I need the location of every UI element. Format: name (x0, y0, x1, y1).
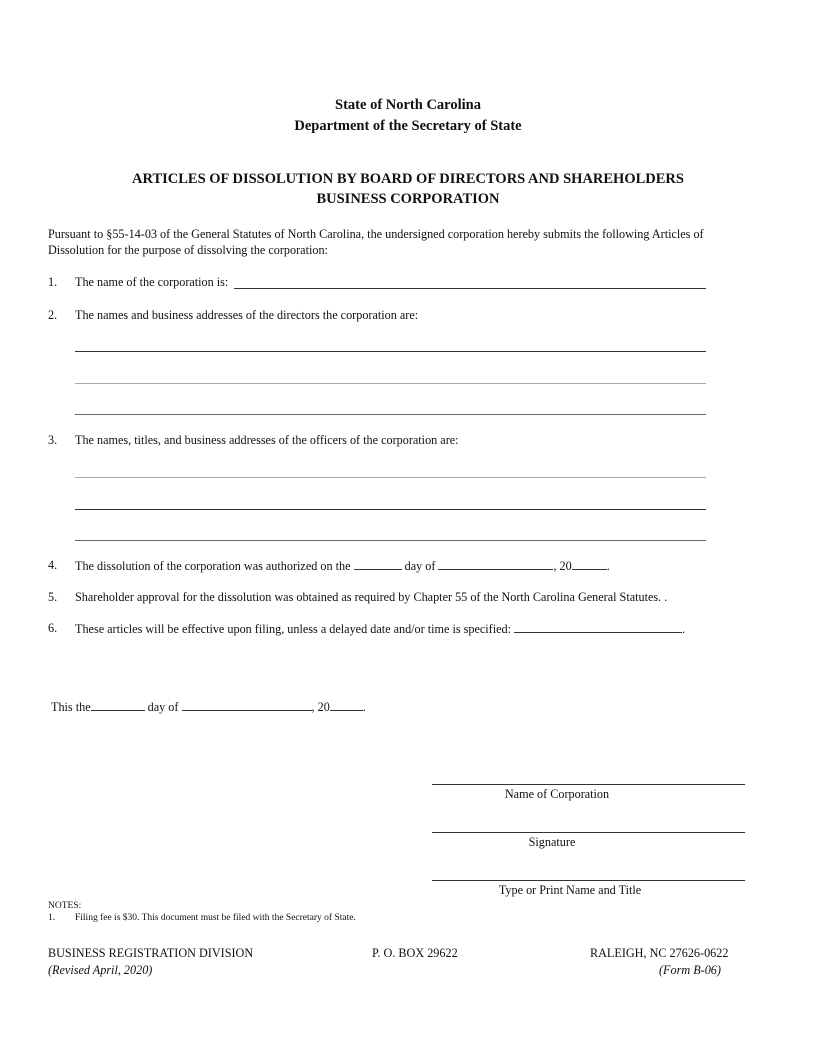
item-6-end: . (682, 622, 686, 636)
item-1-number: 1. (48, 275, 58, 289)
authorized-day-field[interactable] (354, 558, 402, 570)
item-2-label: The names and business addresses of the directors the corporation are: (75, 308, 419, 322)
directors-field-2[interactable] (75, 383, 706, 384)
directors-field-3[interactable] (75, 414, 706, 415)
item-2-number: 2. (48, 308, 58, 322)
authorized-year-field[interactable] (572, 558, 607, 570)
intro-line-2: Dissolution for the purpose of dissolving the corporation: (48, 243, 328, 257)
print-name-title-field[interactable] (432, 880, 745, 881)
footer-form-number: (Form B-06) (659, 963, 721, 977)
form-title: ARTICLES OF DISSOLUTION BY BOARD OF DIRECTORS AND SHAREHOLDERS (132, 171, 684, 187)
item-3-label: The names, titles, and business addresses of the officers of the corporation are: (75, 433, 459, 447)
year-prefix-label: , 20 (311, 700, 330, 714)
item-4-label-a: The dissolution of the corporation was authorized on the (75, 559, 351, 573)
item-5-label: Shareholder approval for the dissolution was obtained as required by Chapter 55 of the North Carolina General Statutes. . (75, 590, 668, 604)
item-1-label: The name of the corporation is: (75, 275, 229, 289)
item-4-label-c: , 20 (553, 559, 572, 573)
name-of-corporation-label: Name of Corporation (504, 787, 610, 801)
intro-paragraph (48, 226, 778, 258)
officers-field-2[interactable] (75, 509, 706, 510)
state-heading: State of North Carolina (335, 97, 481, 113)
execution-day-field[interactable] (91, 699, 145, 711)
footer-po-box: P. O. BOX 29622 (372, 946, 458, 960)
footer-revised: (Revised April, 2020) (48, 963, 153, 977)
officers-field-3[interactable] (75, 540, 706, 541)
item-6-label: These articles will be effective upon filing, unless a delayed date and/or time is specified: (75, 622, 512, 636)
notes-heading: NOTES: (48, 901, 82, 911)
item-4-number: 4. (48, 558, 58, 572)
execution-date-line (51, 699, 366, 715)
note-1-number: 1. (48, 913, 56, 923)
item-4-label-d: . (606, 559, 610, 573)
form-subtitle: BUSINESS CORPORATION (316, 191, 500, 207)
directors-field-1[interactable] (75, 351, 706, 352)
footer-city: RALEIGH, NC 27626-0622 (590, 946, 729, 960)
corporation-name-signature-field[interactable] (432, 784, 745, 785)
authorized-month-field[interactable] (438, 558, 553, 570)
item-4-label-b: day of (404, 559, 436, 573)
footer-division: BUSINESS REGISTRATION DIVISION (48, 946, 254, 960)
date-line-end: . (362, 700, 366, 714)
print-name-title-label: Type or Print Name and Title (498, 883, 642, 897)
intro-line-1: Pursuant to §55-14-03 of the General Statutes of North Carolina, the undersigned corporation hereby submits the following Articles of (48, 227, 704, 241)
item-5-number: 5. (48, 590, 58, 604)
effective-date-field[interactable] (514, 621, 682, 633)
signature-field[interactable] (432, 832, 745, 833)
this-the-label: This the (51, 700, 91, 714)
corporation-name-field[interactable] (234, 288, 706, 289)
department-heading: Department of the Secretary of State (294, 118, 522, 134)
item-6-text (75, 621, 685, 637)
item-3-number: 3. (48, 433, 58, 447)
item-4-text (75, 558, 610, 574)
day-of-label: day of (147, 700, 179, 714)
note-1-text: Filing fee is $30. This document must be filed with the Secretary of State. (75, 913, 356, 923)
officers-field-1[interactable] (75, 477, 706, 478)
signature-label: Signature (528, 835, 576, 849)
execution-year-field[interactable] (330, 699, 363, 711)
item-6-number: 6. (48, 621, 58, 635)
execution-month-field[interactable] (182, 699, 312, 711)
